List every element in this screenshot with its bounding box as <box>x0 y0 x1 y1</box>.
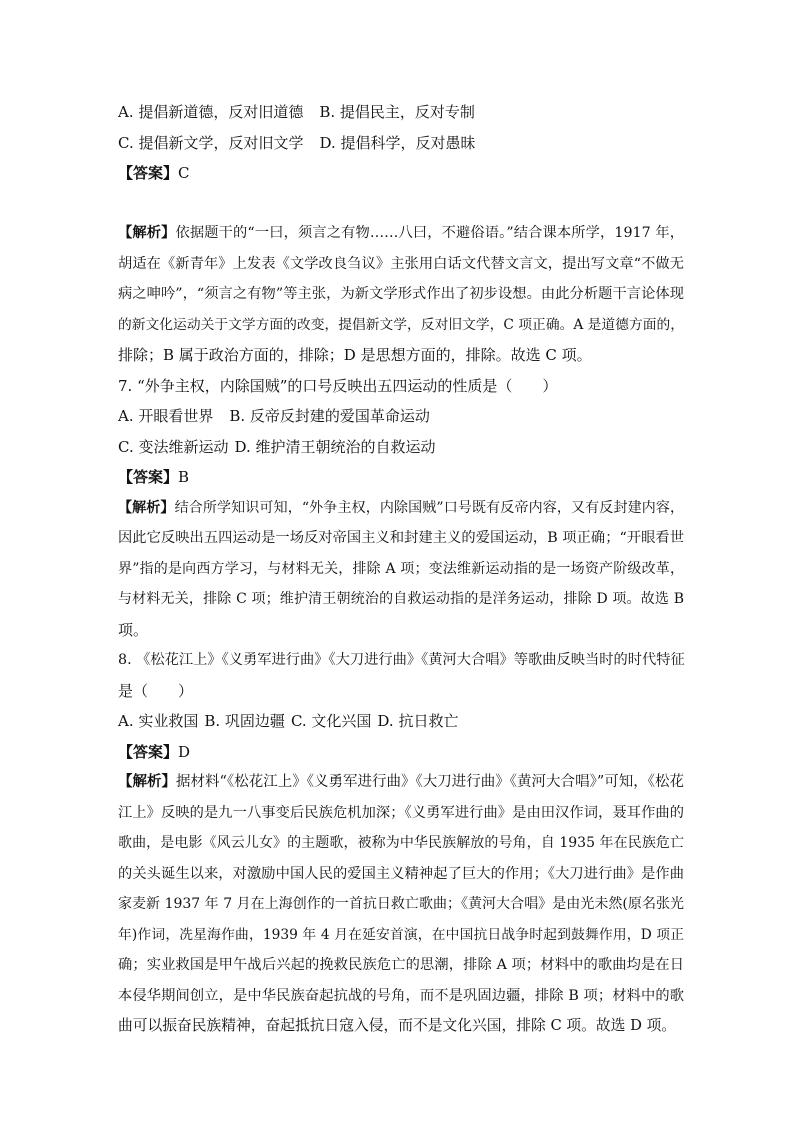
q6-analysis-line-3: 病之呻吟”，“须言之有物”等主张，为新文学形式作出了初步设想。由此分析题干言论体现 <box>118 286 684 302</box>
q7-analysis-line-3: 界”指的是向西方学习，与材料无关，排除 A 项；变法维新运动指的是一场资产阶级改革， <box>118 561 684 577</box>
analysis-text: 结合所学知识可知，“外争主权，内除国贼”口号既有反帝内容，又有反封建内容， <box>174 500 685 516</box>
answer-tag: 【答案】 <box>118 743 179 761</box>
q6-analysis-line-2: 胡适在《新青年》上发表《文学改良刍议》主张用白话文代替文言文，提出写文章“不做无 <box>118 256 684 272</box>
q8-stem-line-1: 8. 《松花江上》《义勇军进行曲》《大刀进行曲》《黄河大合唱》等歌曲反映当时的时代特征 <box>118 652 685 668</box>
q7-analysis-line-5: 项。 <box>118 621 149 639</box>
q8-analysis-line-3: 歌曲，是电影《风云儿女》的主题歌，被称为中华民族解放的号角，自 1935 年在民族危亡 <box>118 835 684 851</box>
q7-analysis-line-4: 与材料无关，排除 C 项；维护清王朝统治的自救运动指的是洋务运动，排除 D 项。故选 B <box>118 591 684 607</box>
q8-stem-line-2: 是（ ） <box>118 682 194 700</box>
analysis-tag: 【解析】 <box>118 773 177 790</box>
q8-option-c: C. 文化兴国 <box>290 712 372 730</box>
q8-option-b: B. 巩固边疆 <box>204 712 285 730</box>
q7-options-row1 <box>118 406 684 426</box>
q6-option-d: D. 提倡科学，反对愚昧 <box>319 134 476 152</box>
q7-analysis-line-1 <box>118 498 684 518</box>
q6-option-b: B. 提倡民主，反对专制 <box>319 103 475 121</box>
answer-tag: 【答案】 <box>118 164 179 182</box>
q8-analysis-line-2: 江上》反映的是九一八事变后民族危机加深；《义勇军进行曲》是由田汉作词，聂耳作曲的 <box>118 805 684 821</box>
q7-option-b: B. 反帝反封建的爱国革命运动 <box>229 407 430 425</box>
answer-value: B <box>178 468 190 486</box>
q6-option-c: C. 提倡新文学，反对旧文学 <box>118 134 304 152</box>
q7-stem: 7. “外争主权，内除国贼”的口号反映出五四运动的性质是（ ） <box>118 377 558 395</box>
q7-option-c: C. 变法维新运动 <box>118 438 229 456</box>
analysis-tag: 【解析】 <box>118 225 176 241</box>
q7-option-a: A. 开眼看世界 <box>118 407 214 425</box>
q7-options-row2 <box>118 437 684 457</box>
q8-analysis-line-8: 本侵华期间创立，是中华民族奋起抗战的号角，而不是巩固边疆，排除 B 项；材料中的歌 <box>118 988 684 1004</box>
q6-analysis-line-4: 的新文化运动关于文学方面的改变，提倡新文学，反对旧文学，C 项正确。A 是道德方面的， <box>118 317 684 333</box>
answer-tag: 【答案】 <box>118 468 179 486</box>
q6-analysis-line-5: 排除；B 属于政治方面的，排除；D 是思想方面的，排除。故选 C 项。 <box>118 346 592 364</box>
q8-option-d: D. 抗日救亡 <box>377 712 459 730</box>
q6-answer <box>118 163 684 183</box>
q8-option-a: A. 实业救国 <box>118 712 199 730</box>
q8-answer <box>118 742 684 762</box>
q8-analysis-line-1 <box>118 772 684 792</box>
analysis-text: 据材料“《松花江上》《义勇军进行曲》《大刀进行曲》《黄河大合唱》”可知，《松花 <box>176 774 685 790</box>
q7-answer <box>118 467 684 487</box>
analysis-text: 依据题干的“一曰，须言之有物……八曰，不避俗语。”结合课本所学，1917 年， <box>175 225 684 241</box>
q6-options-row1 <box>118 102 684 122</box>
q8-analysis-line-4: 的关头诞生以来，对激励中国人民的爱国主义精神起了巨大的作用；《大刀进行曲》是作曲 <box>118 866 684 882</box>
q7-option-d: D. 维护清王朝统治的自救运动 <box>234 438 436 456</box>
q8-analysis-line-6: 年)作词，冼星海作曲，1939 年 4 月在延安首演，在中国抗日战争时起到鼓舞作用，D 项正 <box>118 927 684 943</box>
answer-value: D <box>178 743 191 761</box>
q6-option-a: A. 提倡新道德，反对旧道德 <box>118 103 304 121</box>
q8-analysis-line-9: 曲可以振奋民族精神，奋起抵抗日寇入侵，而不是文化兴国，排除 C 项。故选 D 项。 <box>118 1017 677 1034</box>
analysis-tag: 【解析】 <box>118 500 175 516</box>
q8-analysis-line-7: 确；实业救国是甲午战后兴起的挽救民族危亡的思潮，排除 A 项；材料中的歌曲均是在日 <box>118 957 684 973</box>
q6-options-row2 <box>118 133 684 153</box>
q6-analysis-line-1 <box>118 223 684 243</box>
answer-value: C <box>178 164 190 182</box>
q8-options <box>118 711 684 731</box>
q7-analysis-line-2: 因此它反映出五四运动是一场反对帝国主义和封建主义的爱国运动，B 项正确；“开眼看世 <box>118 530 684 546</box>
q8-analysis-line-5: 家麦新 1937 年 7 月在上海创作的一首抗日救亡歌曲；《黄河大合唱》是由光未然(原名张光 <box>118 896 684 912</box>
